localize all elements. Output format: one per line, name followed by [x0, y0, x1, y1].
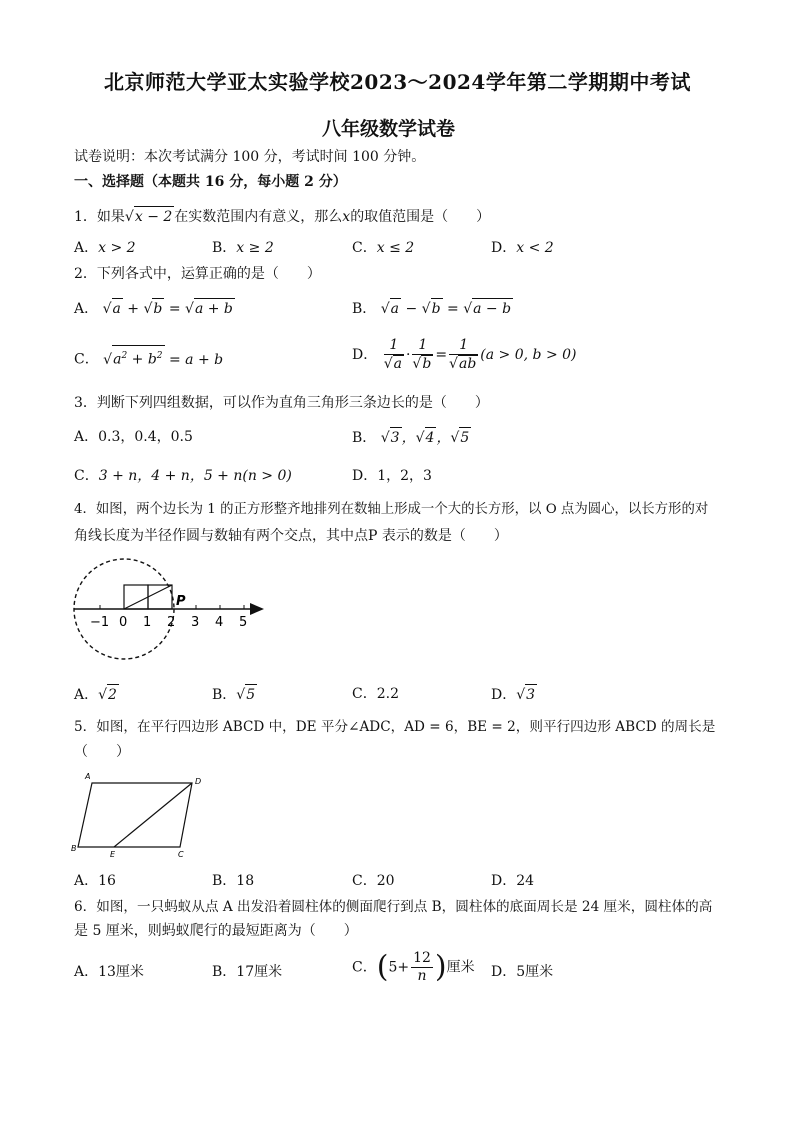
option-text: 2.2	[376, 686, 399, 702]
q1-radicand: x − 2	[134, 206, 174, 227]
option-label: B．	[352, 430, 377, 446]
q2d-fraction-1: $\frac{1}{√a}$	[383, 337, 402, 372]
q3-option-b[interactable]	[352, 427, 471, 448]
question-4-stem-line1: 4．如图，两个边长为 1 的正方形整齐地排列在数轴上形成一个大的长方形，以 O 点为圆心，以长方形的对	[74, 502, 709, 517]
option-text: 24	[516, 873, 535, 889]
q5-parallelogram-figure	[70, 770, 210, 860]
point-e-label: E	[110, 850, 116, 859]
vertex-c-label: C	[178, 850, 184, 859]
question-4-stem-line2: 角线长度为半径作圆与数轴有两个交点，其中点P 表示的数是（ ）	[74, 528, 508, 544]
option-label: C．	[352, 240, 377, 256]
square-2	[148, 585, 172, 609]
question-6-stem-line2: 是 5 厘米，则蚂蚁爬行的最短距离为（ ）	[74, 923, 358, 939]
q2-option-c[interactable]	[74, 345, 223, 370]
option-text: 18	[236, 873, 255, 889]
q2d-fraction-2: $\frac{1}{√b}$	[412, 337, 432, 372]
q6-option-b[interactable]: B．17厘米	[212, 964, 283, 980]
parallelogram-abcd	[78, 783, 192, 847]
q2-option-d[interactable]: D． $\frac{1}{√a}$ · $\frac{1}{√b}$ = $\frac{1}{√ab}$ (a > 0, b > 0)	[352, 337, 577, 372]
q2d-fraction-3: $\frac{1}{√ab}$	[449, 337, 477, 372]
axis-arrow	[250, 603, 264, 615]
tick-label: 5	[239, 615, 248, 630]
tick-label: 2	[167, 615, 176, 630]
q1-var: x	[342, 209, 351, 225]
q4-option-d[interactable]: D．√3	[491, 684, 537, 705]
option-label: D．	[491, 240, 517, 256]
option-label: C．	[352, 686, 377, 702]
option-label: A．	[74, 873, 99, 889]
segment-de	[114, 783, 192, 847]
tick-label: 4	[215, 615, 224, 630]
vertex-a-label: A	[85, 772, 91, 781]
point-p-label: P	[176, 594, 186, 609]
option-label: A．	[74, 240, 99, 256]
option-label: A．	[74, 687, 99, 703]
option-text: 3 + n，4 + n，5 + n(n > 0)	[98, 468, 292, 484]
vertex-b-label: B	[71, 844, 77, 853]
q2d-condition: (a > 0, b > 0)	[480, 347, 577, 363]
option-c-unit: 厘米	[446, 959, 475, 976]
option-text: x ≤ 2	[376, 240, 415, 256]
option-text: 16	[98, 873, 116, 889]
option-text: x ≥ 2	[236, 240, 274, 256]
option-label: D．	[352, 347, 378, 363]
q3b-values: √3 ，√4 ，√5	[381, 430, 472, 446]
q3-option-c[interactable]	[74, 466, 292, 486]
option-label: D．	[491, 873, 517, 889]
q5-option-c[interactable]	[352, 871, 395, 891]
option-label: C．	[352, 959, 377, 976]
option-label: D．	[491, 687, 517, 703]
q4-option-c[interactable]	[352, 684, 399, 704]
q5-option-d[interactable]	[491, 871, 534, 891]
option-label: B．	[212, 873, 237, 889]
q6-option-c[interactable]	[352, 950, 475, 985]
right-paren: )	[434, 949, 447, 985]
option-label: C．	[74, 351, 99, 368]
q3-option-a[interactable]: A．0.3，0.4，0.5	[74, 429, 193, 445]
q2a-formula: √a + √b = √a + b	[103, 301, 235, 317]
q6-option-d[interactable]: D．5厘米	[491, 964, 554, 980]
q1-option-d[interactable]	[491, 238, 554, 258]
section-heading: 一、选择题（本题共 16 分，每小题 2 分）	[74, 174, 347, 190]
option-text: x > 2	[98, 240, 136, 256]
q1-option-c[interactable]	[352, 238, 414, 258]
left-paren: (	[376, 949, 389, 985]
q2c-formula: $√a^2 + b^2 = a + b$	[103, 352, 223, 368]
option-label: C．	[74, 468, 99, 484]
tick-label: −1	[90, 615, 110, 630]
option-label: C．	[352, 873, 377, 889]
tick-label: 3	[191, 615, 200, 630]
tick-label: 1	[143, 615, 152, 630]
question-1-stem	[74, 206, 490, 227]
sqrt-symbol: √	[124, 209, 134, 225]
q3-option-d[interactable]: D．1，2，3	[352, 468, 432, 484]
q4-option-a[interactable]: A．√2	[74, 684, 119, 705]
q1-prefix: 1．如果	[74, 209, 125, 225]
q1-option-b[interactable]	[212, 238, 274, 258]
square-1	[124, 585, 148, 609]
option-label: B．	[212, 240, 237, 256]
q5-option-b[interactable]	[212, 871, 254, 891]
option-label: A．	[74, 301, 99, 317]
exam-subtitle: 八年级数学试卷	[322, 118, 456, 140]
option-label: B．	[352, 301, 377, 317]
option-c-fraction: $\frac{12}{n}$	[413, 950, 431, 984]
vertex-d-label: D	[195, 777, 202, 786]
option-text: 5	[245, 684, 257, 705]
question-2-stem: 2．下列各式中，运算正确的是（ ）	[74, 266, 321, 282]
question-5-stem-line1: 5．如图，在平行四边形 ABCD 中，DE 平分∠ADC，AD = 6，BE = 2，则平行四边形 ABCD 的周长是	[74, 719, 716, 735]
q4-option-b[interactable]: B．√5	[212, 684, 257, 705]
instructions: 试卷说明：本次考试满分 100 分，考试时间 100 分钟。	[74, 149, 426, 165]
exam-title: 北京师范大学亚太实验学校2023～2024学年第二学期期中考试	[104, 70, 691, 94]
tick-label: 0	[119, 615, 128, 630]
option-text: 20	[376, 873, 395, 889]
option-c-int: 5+	[388, 959, 410, 976]
q6-option-a[interactable]: A．13厘米	[74, 964, 144, 980]
question-5-stem-line2: （ ）	[74, 744, 130, 760]
option-text: 2	[107, 684, 119, 705]
q1-option-a[interactable]	[74, 238, 136, 258]
option-text: x < 2	[516, 240, 554, 256]
q2-option-a[interactable]	[74, 298, 235, 319]
q1-mid: 在实数范围内有意义，那么	[174, 209, 343, 225]
q2b-formula: √a − √b = √a − b	[381, 301, 513, 317]
option-label: B．	[212, 687, 237, 703]
option-text: 3	[525, 684, 537, 705]
q1-suffix: 的取值范围是（ ）	[350, 209, 491, 225]
q5-option-a[interactable]	[74, 871, 116, 891]
question-3-stem: 3．判断下列四组数据，可以作为直角三角形三条边长的是（ ）	[74, 395, 489, 411]
question-6-stem-line1: 6．如图，一只蚂蚁从点 A 出发沿着圆柱体的侧面爬行到点 B，圆柱体的底面周长是 24 厘米，圆柱体的高	[74, 899, 713, 915]
q2-option-b[interactable]	[352, 298, 513, 319]
q4-number-line-figure	[68, 552, 268, 664]
